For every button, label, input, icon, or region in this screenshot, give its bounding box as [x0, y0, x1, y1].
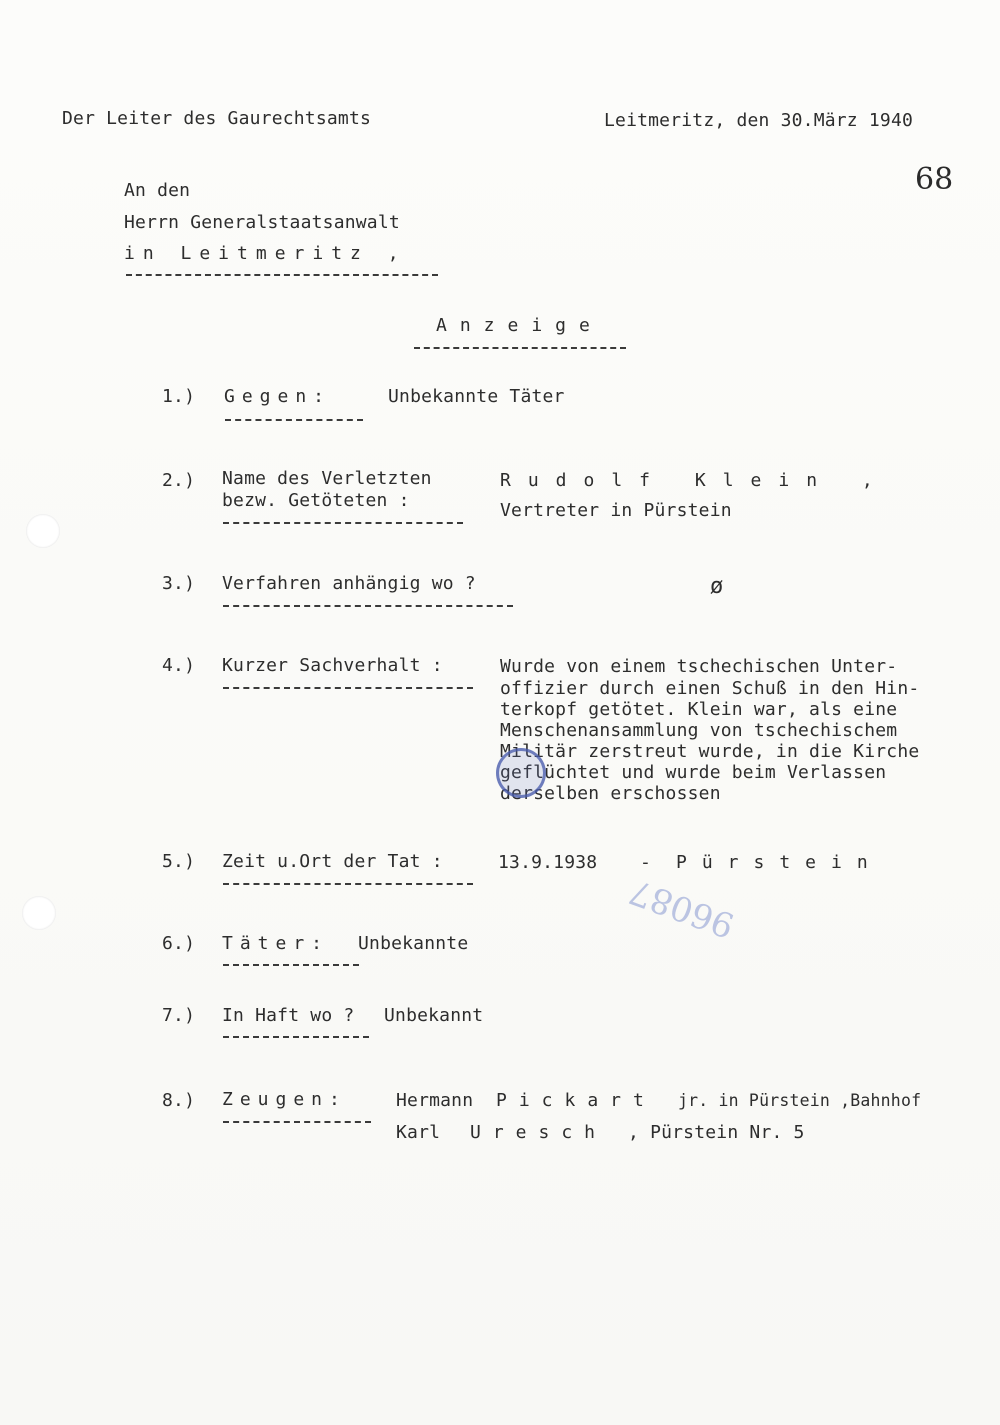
item-4-underline — [223, 687, 473, 689]
item-4-text-line-5: Militär zerstreut wurde, in die Kirche — [500, 741, 920, 762]
item-4-text-line-1: Wurde von einem tschechischen Unter- — [500, 656, 898, 677]
item-1-number: 1.) — [162, 386, 196, 407]
item-2-underline — [223, 522, 463, 524]
item-5-value-dash: - — [640, 852, 652, 873]
title-underline — [414, 347, 626, 349]
item-5-label: Zeit u.Ort der Tat : — [222, 851, 443, 872]
item-6-label: Täter: — [222, 933, 330, 954]
item-6-underline — [223, 964, 359, 966]
item-5-value-place: Pürstein — [676, 852, 883, 873]
item-5-value-date: 13.9.1938 — [498, 852, 598, 873]
punch-hole-bottom — [22, 896, 56, 930]
item-5-number: 5.) — [162, 851, 196, 872]
item-2-label-line-1: Name des Verletzten — [222, 468, 432, 489]
item-1-label: Gegen: — [224, 386, 332, 407]
document-title: Anzeige — [436, 315, 603, 336]
item-2-value-line-1: Rudolf Klein , — [500, 470, 890, 491]
witness-1-name: Hermann — [396, 1090, 474, 1111]
item-1-value: Unbekannte Täter — [388, 386, 565, 407]
item-3-label: Verfahren anhängig wo ? — [222, 573, 476, 594]
item-4-text-line-6: geflüchtet und wurde beim Verlassen — [500, 762, 887, 783]
item-8-label: Zeugen: — [222, 1089, 347, 1110]
item-5-underline — [223, 883, 473, 885]
witness-2-name: Karl — [396, 1122, 441, 1143]
witness-1-surname: Pickart — [496, 1090, 656, 1111]
item-4-text-line-4: Menschenansammlung von tschechischem — [500, 720, 898, 741]
item-7-label: In Haft wo ? — [222, 1005, 355, 1026]
round-stamp — [496, 748, 546, 798]
item-7-number: 7.) — [162, 1005, 196, 1026]
item-3-underline — [223, 605, 513, 607]
item-6-number: 6.) — [162, 933, 196, 954]
item-7-underline — [223, 1036, 369, 1038]
witness-2-surname: Uresch — [470, 1122, 608, 1143]
item-7-value: Unbekannt — [384, 1005, 484, 1026]
witness-2-rest: , Pürstein Nr. 5 — [628, 1122, 805, 1143]
addressee-line-2: Herrn Generalstaatsanwalt — [124, 212, 400, 233]
item-4-text-line-3: terkopf getötet. Klein war, als eine — [500, 699, 898, 720]
item-3-value: ø — [710, 574, 724, 599]
item-8-number: 8.) — [162, 1090, 196, 1111]
item-8-underline — [223, 1121, 371, 1123]
addressee-line-3: in Leitmeritz , — [124, 243, 407, 264]
addressee-line-1: An den — [124, 180, 191, 201]
item-4-label: Kurzer Sachverhalt : — [222, 655, 443, 676]
sender-line: Der Leiter des Gaurechtsamts — [62, 108, 372, 129]
item-2-label-line-2: bezw. Getöteten : — [222, 490, 410, 511]
item-2-number: 2.) — [162, 470, 196, 491]
item-2-value-line-2: Vertreter in Pürstein — [500, 500, 732, 521]
folio-number: 68 — [915, 162, 954, 197]
inventory-stamp-number: 96087 — [624, 870, 740, 946]
item-6-value: Unbekannte — [358, 933, 469, 954]
witness-1-rest: jr. in Pürstein ,Bahnhof — [678, 1091, 922, 1110]
item-3-number: 3.) — [162, 573, 196, 594]
item-4-text-line-2: offizier durch einen Schuß in den Hin- — [500, 678, 920, 699]
item-1-underline — [225, 419, 363, 421]
item-4-number: 4.) — [162, 655, 196, 676]
addressee-underline — [126, 274, 438, 276]
place-date: Leitmeritz, den 30.März 1940 — [604, 110, 914, 131]
item-4-text-line-7: derselben erschossen — [500, 783, 721, 804]
punch-hole-top — [26, 514, 60, 548]
